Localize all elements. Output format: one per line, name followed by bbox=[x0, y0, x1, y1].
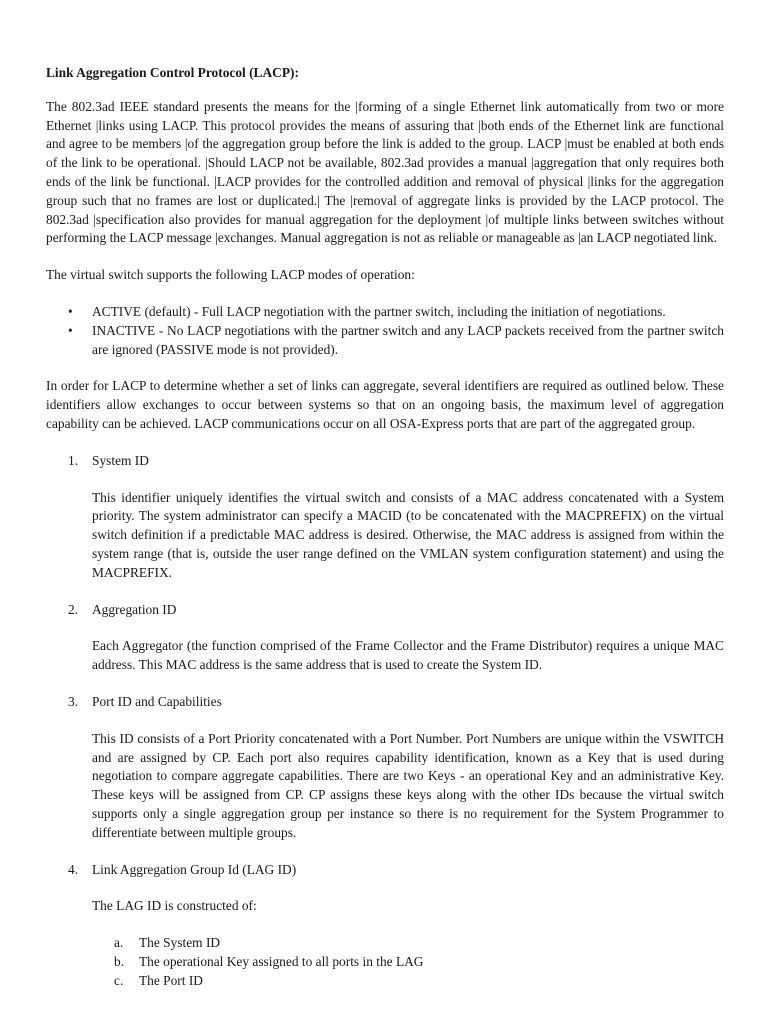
identifier-item bbox=[46, 693, 724, 843]
item-body: Each Aggregator (the function comprised of the Frame Collector and the Frame Distributor) requires a unique MAC address. This MAC address is the same address that is used to create the System ID. bbox=[92, 638, 724, 673]
document-page bbox=[46, 64, 724, 1008]
mode-text: INACTIVE - No LACP negotiations with the partner switch and any LACP packets received from the partner switch are ignored (PASSIVE mode is not provided). bbox=[92, 322, 724, 357]
item-number: 4. bbox=[68, 861, 79, 877]
item-number: 2. bbox=[68, 601, 79, 617]
sub-list-item bbox=[46, 934, 724, 953]
lag-id-components bbox=[46, 934, 724, 990]
sub-item-letter: c. bbox=[114, 972, 124, 988]
list-item bbox=[46, 303, 724, 322]
identifiers-intro: In order for LACP to determine whether a set of links can aggregate, several identifiers are required as outlined below. These identifiers allow exchanges to occur between systems so that on an ongoing basis, the maximum level of aggregation capability can be achieved. LACP communications occur on all OSA-Express ports that are part of the aggregated group. bbox=[46, 378, 724, 431]
item-body: This identifier uniquely identifies the virtual switch and consists of a MAC address concatenated with a System priority. The system administrator can specify a MACID (to be concatenated with the MACPREFIX) on the virtual switch definition if a predictable MAC address is desired. Otherwise, the MAC address is assigned from within the system range (that is, outside the user range defined on the VMLAN system configuration statement) and using the MACPREFIX. bbox=[92, 489, 724, 580]
modes-list bbox=[46, 303, 724, 359]
mode-text: ACTIVE (default) - Full LACP negotiation with the partner switch, including the initiation of negotiations. bbox=[92, 303, 666, 319]
item-title: Link Aggregation Group Id (LAG ID) bbox=[92, 861, 297, 877]
sub-item-letter: a. bbox=[114, 935, 124, 951]
sub-list-item bbox=[46, 953, 724, 972]
sub-list-item bbox=[46, 972, 724, 991]
item-number: 1. bbox=[68, 452, 79, 468]
modes-intro: The virtual switch supports the following LACP modes of operation: bbox=[46, 267, 415, 283]
identifier-item bbox=[46, 861, 724, 991]
sub-item-letter: b. bbox=[114, 953, 125, 969]
item-number: 3. bbox=[68, 693, 79, 709]
sub-item-text: The System ID bbox=[139, 935, 221, 951]
document-title: Link Aggregation Control Protocol (LACP): bbox=[46, 65, 299, 80]
item-body: The LAG ID is constructed of: bbox=[92, 898, 257, 914]
item-title: Port ID and Capabilities bbox=[92, 693, 222, 709]
sub-item-text: The operational Key assigned to all ports in the LAG bbox=[139, 953, 424, 969]
item-body: This ID consists of a Port Priority concatenated with a Port Number. Port Numbers are unique within the VSWITCH and are assigned by CP. Each port also requires capability identification, known as a Key that is used during negotiation to compare aggregate capabilities. There are two Keys - an operational Key and an administrative Key. These keys will be assigned from CP. CP assigns these keys along with the other IDs because the virtual switch supports only a single aggregation group per instance so there is no requirement for the System Programmer to differentiate between multiple groups. bbox=[92, 730, 724, 840]
sub-item-text: The Port ID bbox=[139, 972, 203, 988]
item-title: System ID bbox=[92, 452, 149, 468]
identifier-item bbox=[46, 452, 724, 583]
bullet-icon: • bbox=[68, 303, 73, 319]
bullet-icon: • bbox=[68, 322, 73, 338]
identifier-item bbox=[46, 601, 724, 675]
intro-paragraph: The 802.3ad IEEE standard presents the means for the |forming of a single Ethernet link automatically from two or more Ethernet |links using LACP. This protocol provides the means of assuring that |both ends of the Ethernet link are functional and agree to be members |of the aggregation group before the link is added to the group. LACP |must be enabled at both ends of the link to be operational. |Should LACP not be available, 802.3ad provides a manual |aggregation that only requires both ends of the link be functional. |LACP provides for the controlled addition and removal of physical |links for the aggregation group such that no frames are lost or duplicated.| The |removal of aggregate links is provided by the LACP protocol. The 802.3ad |specification also provides for manual aggregation for the deployment |of multiple links between switches without performing the LACP message |exchanges. Manual aggregation is not as reliable or manageable as |an LACP negotiated link. bbox=[46, 98, 724, 246]
item-title: Aggregation ID bbox=[92, 601, 177, 617]
list-item bbox=[46, 322, 724, 360]
